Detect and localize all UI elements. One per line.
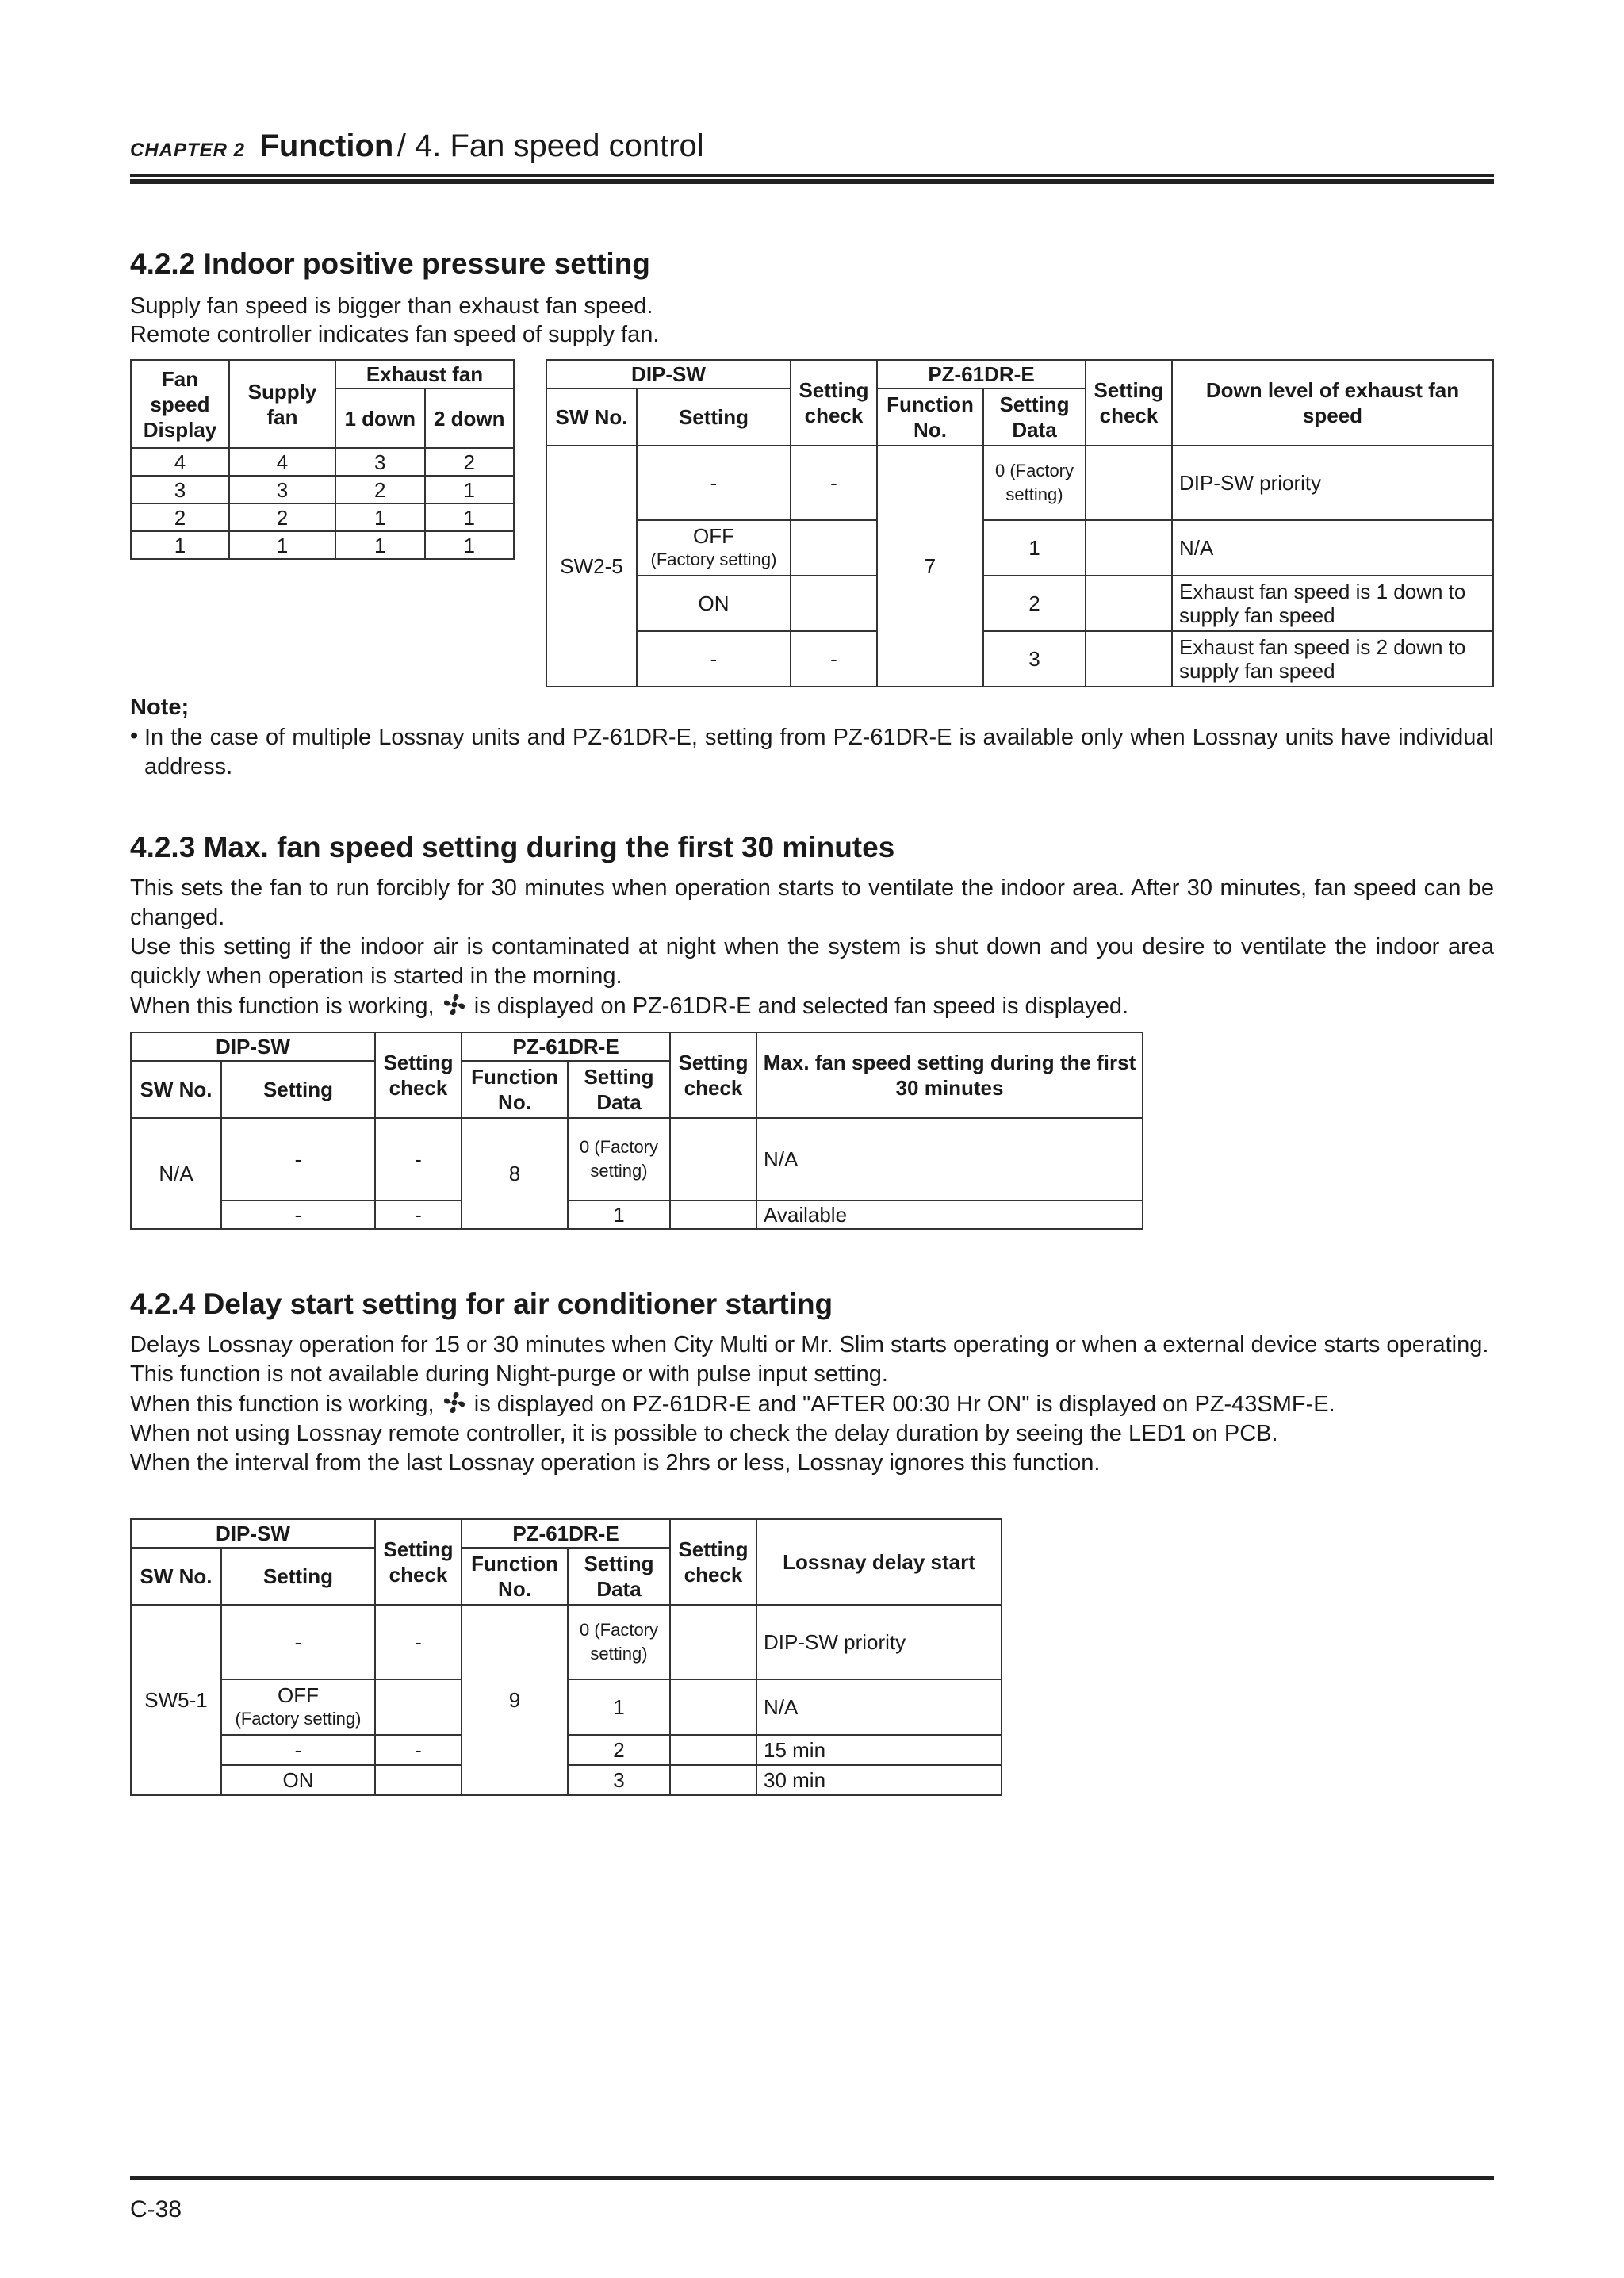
col-header: Setting check bbox=[670, 1032, 756, 1118]
cell: 1 bbox=[335, 503, 425, 531]
cell: - bbox=[637, 631, 791, 687]
table-row bbox=[131, 1605, 1002, 1679]
cell: 2 bbox=[131, 503, 229, 531]
cell bbox=[637, 520, 791, 576]
paragraph: When the interval from the last Lossnay operation is 2hrs or less, Lossnay ignores this function. bbox=[130, 1450, 1101, 1476]
col-header: Setting Data bbox=[983, 389, 1086, 446]
cell: 0 (Factory setting) bbox=[568, 1118, 670, 1200]
cell: ON bbox=[221, 1765, 375, 1795]
section-body bbox=[130, 1330, 1494, 1478]
cell bbox=[1086, 576, 1172, 631]
col-header: Function No. bbox=[877, 389, 983, 446]
dip-sw-table-4-2-3 bbox=[130, 1032, 1143, 1230]
cell bbox=[375, 1679, 462, 1735]
cell bbox=[1086, 631, 1172, 687]
col-header: Setting check bbox=[375, 1519, 462, 1605]
dip-sw-table-4-2-4 bbox=[130, 1518, 1002, 1796]
col-header: Setting bbox=[637, 389, 791, 446]
section-body bbox=[130, 874, 1494, 1021]
cell bbox=[791, 520, 877, 576]
dip-sw-table-4-2-2 bbox=[546, 359, 1494, 687]
cell bbox=[1086, 520, 1172, 576]
cell: Available bbox=[756, 1200, 1143, 1229]
header-rule-thick bbox=[130, 179, 1494, 184]
col-header: Setting Data bbox=[568, 1548, 670, 1605]
cell: 2 bbox=[568, 1735, 670, 1765]
table-row bbox=[546, 446, 1493, 520]
paragraph: When not using Lossnay remote controller, it is possible to check the delay duration by seeing the LED1 on PCB. bbox=[130, 1421, 1278, 1446]
cell: 0 (Factory setting) bbox=[983, 446, 1086, 520]
cell: N/A bbox=[756, 1679, 1002, 1735]
setting-value: OFF bbox=[278, 1683, 319, 1707]
paragraph: This sets the fan to run forcibly for 30 minutes when operation starts to ventilate the indoor area. After 30 minutes, fan speed can be changed. bbox=[130, 875, 1494, 930]
col-header: PZ-61DR-E bbox=[462, 1032, 670, 1061]
cell: - bbox=[221, 1118, 375, 1200]
col-header: 1 down bbox=[335, 389, 425, 448]
header-title: / 4. Fan speed control bbox=[396, 128, 704, 163]
section-title-4-2-2: 4.2.2 Indoor positive pressure setting bbox=[130, 247, 650, 280]
col-header: DIP-SW bbox=[546, 360, 791, 389]
table-row bbox=[131, 1118, 1143, 1200]
paragraph bbox=[130, 1389, 1494, 1419]
table-row bbox=[131, 503, 514, 531]
cell bbox=[670, 1765, 756, 1795]
sw-number: SW5-1 bbox=[131, 1605, 221, 1795]
note-text: In the case of multiple Lossnay units and PZ-61DR-E, setting from PZ-61DR-E is available only when Lossnay units have individual address. bbox=[144, 725, 1494, 779]
col-header: Down level of exhaust fan speed bbox=[1172, 360, 1493, 446]
cell: 3 bbox=[568, 1765, 670, 1795]
col-header: PZ-61DR-E bbox=[877, 360, 1086, 389]
cell: 30 min bbox=[756, 1765, 1002, 1795]
col-header: Setting check bbox=[791, 360, 877, 446]
cell: ON bbox=[637, 576, 791, 631]
paragraph: This function is not available during Night-purge or with pulse input setting. bbox=[130, 1361, 888, 1387]
cell: 3 bbox=[229, 476, 335, 503]
page-header bbox=[130, 128, 1494, 164]
cell bbox=[670, 1118, 756, 1200]
cell bbox=[670, 1679, 756, 1735]
cell: 1 bbox=[131, 531, 229, 559]
paragraph: Supply fan speed is bigger than exhaust fan speed. bbox=[130, 293, 653, 319]
cell: 1 bbox=[335, 531, 425, 559]
cell bbox=[1086, 446, 1172, 520]
section-title-4-2-3: 4.2.3 Max. fan speed setting during the first 30 minutes bbox=[130, 831, 895, 863]
sw-number: SW2-5 bbox=[546, 446, 637, 687]
cell: 2 bbox=[335, 476, 425, 503]
table-row bbox=[546, 520, 1493, 576]
function-number: 9 bbox=[462, 1605, 568, 1795]
cell: N/A bbox=[756, 1118, 1143, 1200]
col-header: Max. fan speed setting during the first 30 minutes bbox=[756, 1032, 1143, 1118]
cell bbox=[670, 1735, 756, 1765]
cell: - bbox=[791, 446, 877, 520]
setting-value: OFF bbox=[693, 524, 734, 548]
table-row bbox=[131, 531, 514, 559]
cell: - bbox=[375, 1735, 462, 1765]
function-label: Function bbox=[259, 128, 394, 163]
table-row bbox=[131, 476, 514, 503]
col-header: Fan speed Display bbox=[131, 360, 229, 448]
paragraph: Delays Lossnay operation for 15 or 30 minutes when City Multi or Mr. Slim starts operating or when a external device starts operating. bbox=[130, 1332, 1489, 1357]
cell: 3 bbox=[131, 476, 229, 503]
cell: - bbox=[375, 1200, 462, 1229]
paragraph: Remote controller indicates fan speed of supply fan. bbox=[130, 322, 660, 347]
cell: 1 bbox=[425, 503, 515, 531]
fan-icon bbox=[441, 991, 468, 1018]
cell: 2 bbox=[229, 503, 335, 531]
cell: 1 bbox=[983, 520, 1086, 576]
cell: Exhaust fan speed is 1 down to supply fan speed bbox=[1172, 576, 1493, 631]
paragraph bbox=[130, 991, 1494, 1021]
bullet-icon: • bbox=[130, 723, 139, 748]
note-label: Note; bbox=[130, 695, 190, 720]
note bbox=[130, 723, 1494, 782]
col-header: Setting bbox=[221, 1548, 375, 1605]
function-number: 8 bbox=[462, 1118, 568, 1229]
cell: 4 bbox=[229, 448, 335, 476]
cell: Exhaust fan speed is 2 down to supply fan speed bbox=[1172, 631, 1493, 687]
text: When this function is working, bbox=[130, 1392, 435, 1417]
fan-speed-table bbox=[130, 359, 515, 560]
col-header: DIP-SW bbox=[131, 1032, 375, 1061]
col-header: Exhaust fan bbox=[335, 360, 514, 389]
cell: 4 bbox=[131, 448, 229, 476]
cell: - bbox=[221, 1605, 375, 1679]
cell bbox=[791, 576, 877, 631]
table-row bbox=[546, 576, 1493, 631]
cell: - bbox=[221, 1735, 375, 1765]
col-header: Setting check bbox=[375, 1032, 462, 1118]
cell: 1 bbox=[425, 531, 515, 559]
cell bbox=[670, 1200, 756, 1229]
col-header: Setting bbox=[221, 1061, 375, 1118]
cell: 3 bbox=[335, 448, 425, 476]
col-header: Supply fan bbox=[229, 360, 335, 448]
chapter-label: CHAPTER 2 bbox=[130, 140, 246, 161]
cell: 1 bbox=[568, 1679, 670, 1735]
setting-note: (Factory setting) bbox=[235, 1709, 362, 1729]
cell: N/A bbox=[1172, 520, 1493, 576]
col-header: Setting Data bbox=[568, 1061, 670, 1118]
cell bbox=[375, 1765, 462, 1795]
cell: - bbox=[375, 1605, 462, 1679]
col-header: DIP-SW bbox=[131, 1519, 375, 1548]
fan-icon bbox=[441, 1389, 468, 1416]
col-header: Lossnay delay start bbox=[756, 1519, 1002, 1605]
col-header: SW No. bbox=[131, 1061, 221, 1118]
function-number: 7 bbox=[877, 446, 983, 687]
cell: 1 bbox=[425, 476, 515, 503]
cell: DIP-SW priority bbox=[756, 1605, 1002, 1679]
cell: 0 (Factory setting) bbox=[568, 1605, 670, 1679]
cell bbox=[670, 1605, 756, 1679]
col-header: PZ-61DR-E bbox=[462, 1519, 670, 1548]
page-number: C-38 bbox=[130, 2196, 182, 2222]
col-header: SW No. bbox=[131, 1548, 221, 1605]
cell: 1 bbox=[229, 531, 335, 559]
cell: 2 bbox=[425, 448, 515, 476]
cell: - bbox=[791, 631, 877, 687]
cell: 3 bbox=[983, 631, 1086, 687]
cell: 2 bbox=[983, 576, 1086, 631]
text: is displayed on PZ-61DR-E and selected fan speed is displayed. bbox=[473, 994, 1129, 1019]
setting-note: (Factory setting) bbox=[650, 549, 777, 569]
text: When this function is working, bbox=[130, 994, 435, 1019]
table-row bbox=[131, 1200, 1143, 1229]
cell: 1 bbox=[568, 1200, 670, 1229]
col-header: Setting check bbox=[670, 1519, 756, 1605]
header-rule bbox=[130, 174, 1494, 177]
col-header: Setting check bbox=[1086, 360, 1172, 446]
text: is displayed on PZ-61DR-E and "AFTER 00:30 Hr ON" is displayed on PZ-43SMF-E. bbox=[473, 1392, 1335, 1417]
sw-number: N/A bbox=[131, 1118, 221, 1229]
cell bbox=[221, 1679, 375, 1735]
table-row bbox=[546, 631, 1493, 687]
col-header: Function No. bbox=[462, 1548, 568, 1605]
cell: - bbox=[375, 1118, 462, 1200]
col-header: SW No. bbox=[546, 389, 637, 446]
col-header: 2 down bbox=[425, 389, 515, 448]
cell: - bbox=[221, 1200, 375, 1229]
col-header: Function No. bbox=[462, 1061, 568, 1118]
section-title-4-2-4: 4.2.4 Delay start setting for air conditioner starting bbox=[130, 1288, 833, 1320]
cell: - bbox=[637, 446, 791, 520]
cell: DIP-SW priority bbox=[1172, 446, 1493, 520]
footer-rule bbox=[130, 2176, 1494, 2180]
table-row bbox=[131, 448, 514, 476]
cell: 15 min bbox=[756, 1735, 1002, 1765]
paragraph: Use this setting if the indoor air is contaminated at night when the system is shut down and you desire to ventilate the indoor area quickly when operation is started in the morning. bbox=[130, 934, 1494, 989]
